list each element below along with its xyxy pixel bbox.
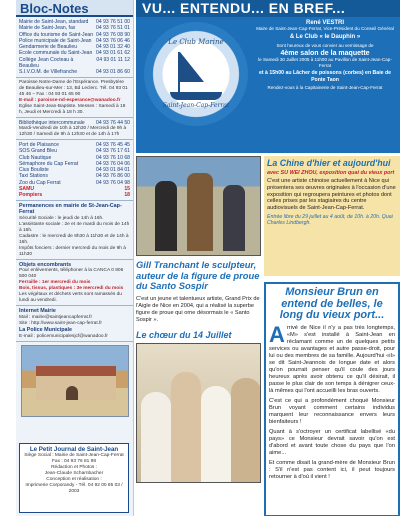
brun-paragraph-1: Arrivé de Nice il n'y a pas très longtemps, «M» s'est installé à Saint-Jean en réclamant comme un de quelques petits services ou avantages et autre passe-droit, pour lui ou des membres de sa famille. Aujourd'hui «il» se dit Saint-Jeannois de longue date et alors qu'on pourrait penser qu'il coule des jours heureux après avoir obtenu ce qu'il désirait, il passe le plus clair de son temps à dénigrer ceux-là mêmes qui l'ont accueilli les bras ouverts. [269,321,395,394]
samu-row: SAMU 15 [19,186,130,193]
chine-subheadline: avec SU WEI ZHOU, exposition quai du vieux port [267,169,395,176]
mayor-title: Maire de Saint-Jean-Cap-Ferrat, Vice-Président du Conseil Général [256,26,394,31]
contacts-section [16,17,133,78]
brun-paragraph-3: Quant à s'octroyer un certificat labellisé «du pays» ce Monsieur devrait savoir qu'on est d'abord et avant toute chose du pays que l'on aime... [269,428,395,456]
assistante-text: L'assistante sociale : 2e et 4e mardi du mois de 14h à 16h. [19,221,130,233]
contact-row: Club Nautique 04 93 76 10 68 [19,154,130,161]
chine-headline: La Chine d'hier et aujourd'hui [267,158,391,168]
pompiers-row: Pompiers 18 [19,192,130,199]
paroisse-text: Paroisse Notre-Dame de l'Espérance. Presbytère de Beaulieu-sur-Mer : 13, Bd Leclerc. Tél. 04 93 01 45 46 – Fax : 04 93 01 65 90 [19,79,128,97]
chine-paragraph: C'est une artiste chinoise actuellement à Nice qui présentera ses œuvres originales à l'occasion d'une exposition qui regroupera peintures et photos dont celles prises par les stagiaires du centre audiovisuels de Saint-Jean-Cap-Ferrat. [267,177,396,212]
drop-cap: A [269,321,285,347]
journal-line: Siège Social : Mairie de Saint-Jean-Cap-Ferrat [24,453,124,458]
banner-title: VU... ENTENDU... EN BREF... [136,0,400,17]
contact-row: Mairie de Saint-Jean, fax 04 93 76 51 01 [19,25,130,32]
journal-line: Jean-Claude Scharnbacher [44,471,104,476]
contact-row: Ecole communale du Saint-Jean 04 93 01 61 62 [19,50,130,57]
club-marine-logo: Le Club Marine Saint-Jean-Cap-Ferrat [144,22,248,126]
contact-row: Taxi Stations 04 93 76 86 00 [19,173,130,180]
brun-headline: Monsieur Brun en entend de belles, le long du vieux port... [279,286,385,321]
journal-line: Rédaction et Photos : [51,465,97,470]
event2-text: et à 15h00 au Lâcher de poissons (corbes) en Baie de Ponte Taon [258,70,392,83]
mayor-name: René VESTRI [305,20,344,26]
event-title: 4ème salon de la maquette [280,50,370,58]
right-column [264,156,400,516]
permanences-section [16,201,133,260]
permanences-heading: Permanences en mairie de St-Jean-Cap-Ferrat [19,202,122,216]
contact-row: Sémaphore du Cap Ferrat 04 93 76 04 06 [19,160,130,167]
contact-row: Police municipale de Saint-Jean 04 93 76 06 46 [19,37,130,44]
event-date: le Samedi 30 Juillet 2005 à 11h00 au Pavillon de Saint-Jean-Cap-Ferrat [258,57,392,68]
secu-text: Sécurité Sociale : le jeudi de 14h à 16h. [19,215,104,221]
bloc-notes-column [16,0,134,516]
journal-line: Conception et réalisation : [46,477,102,482]
brun-paragraph-4: Et comme disait la grand-mère de Monsieur Brun : S'il n'est pas content ici, il peut toujours retourner à d'où il vient ! [269,459,395,480]
journal-line: Fax : 04 93 76 81 98 [51,459,96,464]
mairie-photo [21,345,129,417]
choir-headline: Le chœur du 14 Juillet [136,329,232,340]
police-mail-link[interactable]: E-mail : policemunicipalesjcf@wanadoo.fr [19,333,108,339]
gravats-text: Les végétaux et déchets verts sont ramassés du lundi au vendredi. [19,292,122,304]
chine-article-box [264,156,400,276]
police-heading: La Police Municipale [19,327,73,334]
contact-row: Office du tourisme de Saint-Jean 04 93 76 08 90 [19,31,130,38]
paroisse-email-link[interactable]: E-mail : paroisse-nd-esperance@wanadoo.fr [19,97,121,103]
mairie-mail-link[interactable]: Mail : mairie@saintjeancapferrat.fr [19,315,93,321]
contact-row: Gendarmerie de Beaulieu 04 93 01 32 40 [19,44,130,51]
invite-text: Sont heureux de vous convier au vernissage de [276,42,374,48]
sculptor-headline: Gill Tranchant le sculpteur, auteur de la figure de proue du Santo Sospir [136,259,260,291]
contact-row: SOS Grand Bleu 04 93 76 17 61 [19,148,130,155]
bibliotheque-row: Bibliothèque intercommunale 04 93 76 44 50 [19,119,130,126]
ferraille-text: Ferraille : 1er mercredi du mois [19,280,91,286]
rdv-text: Rendez-vous à la Capitainerie de Saint-Jean-Cap-Ferrat [267,84,383,90]
middle-column [136,156,261,483]
paroisse-section [16,78,133,118]
impots-text: Impôts fonciers : dernier mercredi du mois de 9h à 11h30 [19,245,126,257]
bibliotheque-hours: Mardi-Vendredi de 10h à 12h30 / Mercredi de 9h à 12h30 / Samedi de 9h à 12h30 et de 14h à 17h [19,125,127,137]
contact-row: Mairie de Saint-Jean, standard 04 93 76 51 00 [19,19,130,25]
contact-row: Cius Bouliste 04 93 01 84 01 [19,167,130,174]
journal-credits-box [19,443,129,513]
sculptor-photo [136,156,261,256]
contact-row: Zoo du Cap Ferrat 04 93 76 04 98 [19,179,130,186]
contacts2-section [16,140,133,201]
contact-row: S.I.V.O.M. de Villefranche 04 93 01 86 60 [19,69,130,76]
sculptor-paragraph: C'est un jeune et talentueux artiste, Grand Prix de l'Aigle de Nice en 2004, qui a réalisé la superbe figure de proue qui orne désormais le « Santo Sospir ». [136,295,260,323]
cadastre-text: Cadastre : le mercredi de 8h30 à 11h30 et de 14h à 16h. [19,233,129,245]
bois-text: Bois, tissus, plastiques : 3e mercredi du mois [19,286,124,292]
journal-title: Le Petit Journal de Saint-Jean [29,446,119,453]
objets-section [16,260,133,307]
internet-heading: Internet Mairie [19,308,56,315]
objets-text: Pour enlèvements, téléphoner à la CANCA 0 806 500 040 [19,268,124,280]
contact-row: Collège Jean Cocteau à Beaulieu 04 93 01 11 12 [19,56,130,70]
bloc-notes-title: Bloc-Notes [16,0,133,17]
brun-article-box [264,282,400,516]
internet-section [16,306,133,341]
eglise-text: Eglise Saint-Jean-Baptiste. Messes : Samedi à 18 h, Jeudi et Mercredi à 18 h 30. [19,103,126,115]
journal-line: Imprimerie Corporandy - Tél. 04 92 00 85 03 / 2003 [25,483,123,494]
choir-photo [136,343,261,483]
club-name: & Le Club « le Dauphin » [289,33,361,40]
bibliotheque-section [16,118,133,140]
objets-heading: Objets encombrants [19,261,72,268]
chine-dates: Entrée libre du 29 juillet au 4 août, de 10h. à 20h. Quai Charles Lindbergh. [267,213,393,227]
brun-paragraph-2: C'est ce qui a profondément choqué Monsieur Brun voyant comment certains individus marquent leur reconnaissance envers leurs bienfaiteurs ! [269,397,395,425]
mairie-site-link[interactable]: Site : http://www.saint-jean-cap-ferrat.fr [19,321,102,327]
invitation-text [254,20,396,90]
contact-row: Port de Plaisance 04 93 76 45 45 [19,141,130,148]
news-banner [136,0,400,153]
